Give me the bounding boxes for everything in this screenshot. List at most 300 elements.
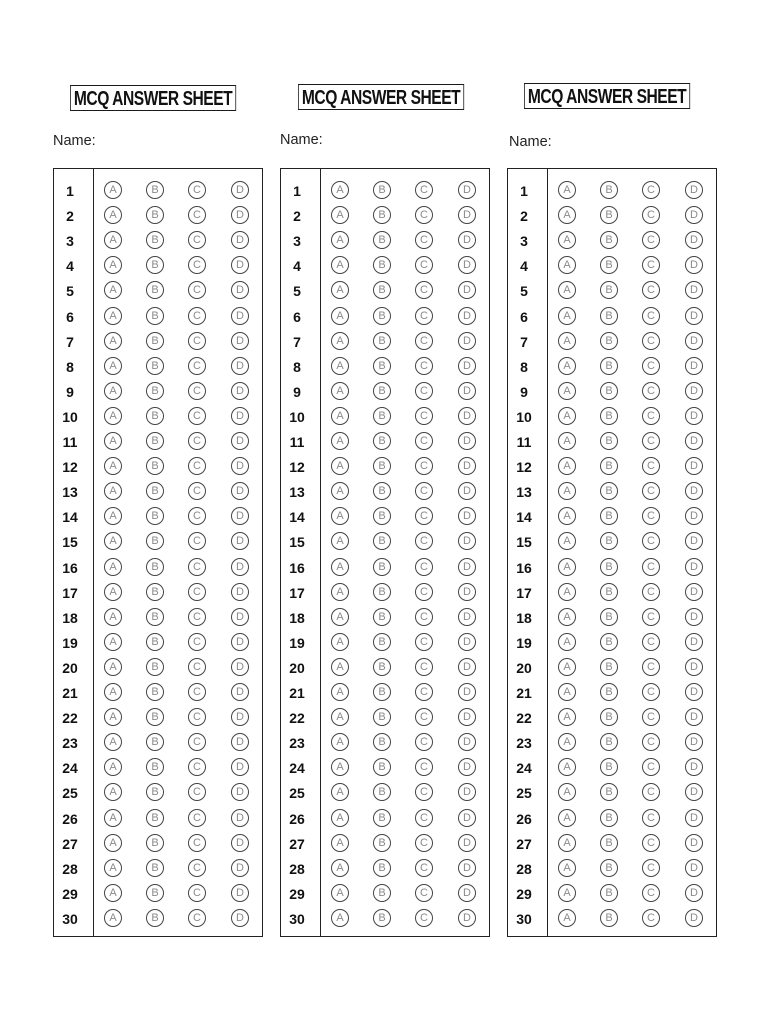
answer-bubble-b[interactable]: B	[373, 583, 391, 601]
answer-bubble-b[interactable]: B	[600, 332, 618, 350]
answer-bubble-d[interactable]: D	[685, 658, 703, 676]
answer-bubble-c[interactable]: C	[188, 758, 206, 776]
answer-bubble-c[interactable]: C	[415, 658, 433, 676]
answer-bubble-d[interactable]: D	[231, 231, 249, 249]
answer-bubble-c[interactable]: C	[188, 332, 206, 350]
answer-bubble-d[interactable]: D	[685, 758, 703, 776]
answer-bubble-c[interactable]: C	[415, 909, 433, 927]
answer-bubble-d[interactable]: D	[458, 658, 476, 676]
answer-bubble-a[interactable]: A	[104, 683, 122, 701]
answer-bubble-b[interactable]: B	[146, 382, 164, 400]
answer-bubble-a[interactable]: A	[558, 532, 576, 550]
answer-bubble-a[interactable]: A	[331, 181, 349, 199]
answer-bubble-d[interactable]: D	[458, 884, 476, 902]
answer-bubble-a[interactable]: A	[558, 457, 576, 475]
answer-bubble-d[interactable]: D	[231, 332, 249, 350]
answer-bubble-c[interactable]: C	[188, 457, 206, 475]
answer-bubble-a[interactable]: A	[331, 608, 349, 626]
answer-bubble-c[interactable]: C	[415, 884, 433, 902]
answer-bubble-d[interactable]: D	[458, 382, 476, 400]
answer-bubble-b[interactable]: B	[600, 783, 618, 801]
answer-bubble-a[interactable]: A	[558, 507, 576, 525]
answer-bubble-c[interactable]: C	[188, 357, 206, 375]
answer-bubble-c[interactable]: C	[415, 256, 433, 274]
answer-bubble-d[interactable]: D	[458, 633, 476, 651]
answer-bubble-d[interactable]: D	[458, 231, 476, 249]
answer-bubble-a[interactable]: A	[558, 382, 576, 400]
answer-bubble-c[interactable]: C	[188, 382, 206, 400]
answer-bubble-b[interactable]: B	[146, 281, 164, 299]
answer-bubble-a[interactable]: A	[331, 683, 349, 701]
answer-bubble-d[interactable]: D	[458, 332, 476, 350]
answer-bubble-b[interactable]: B	[600, 758, 618, 776]
answer-bubble-b[interactable]: B	[373, 532, 391, 550]
answer-bubble-c[interactable]: C	[188, 834, 206, 852]
answer-bubble-c[interactable]: C	[415, 382, 433, 400]
answer-bubble-c[interactable]: C	[642, 583, 660, 601]
answer-bubble-d[interactable]: D	[685, 708, 703, 726]
answer-bubble-a[interactable]: A	[104, 583, 122, 601]
answer-bubble-c[interactable]: C	[415, 683, 433, 701]
answer-bubble-a[interactable]: A	[558, 281, 576, 299]
answer-bubble-d[interactable]: D	[458, 507, 476, 525]
answer-bubble-c[interactable]: C	[188, 658, 206, 676]
answer-bubble-a[interactable]: A	[104, 884, 122, 902]
answer-bubble-a[interactable]: A	[558, 758, 576, 776]
answer-bubble-b[interactable]: B	[373, 708, 391, 726]
answer-bubble-d[interactable]: D	[685, 633, 703, 651]
answer-bubble-c[interactable]: C	[642, 834, 660, 852]
answer-bubble-d[interactable]: D	[231, 708, 249, 726]
answer-bubble-a[interactable]: A	[331, 809, 349, 827]
answer-bubble-b[interactable]: B	[373, 256, 391, 274]
answer-bubble-a[interactable]: A	[558, 909, 576, 927]
answer-bubble-d[interactable]: D	[685, 307, 703, 325]
answer-bubble-c[interactable]: C	[642, 558, 660, 576]
answer-bubble-a[interactable]: A	[558, 206, 576, 224]
answer-bubble-b[interactable]: B	[600, 633, 618, 651]
answer-bubble-a[interactable]: A	[104, 859, 122, 877]
answer-bubble-d[interactable]: D	[685, 683, 703, 701]
answer-bubble-b[interactable]: B	[600, 884, 618, 902]
answer-bubble-d[interactable]: D	[685, 608, 703, 626]
answer-bubble-a[interactable]: A	[331, 482, 349, 500]
answer-bubble-c[interactable]: C	[188, 783, 206, 801]
answer-bubble-c[interactable]: C	[415, 583, 433, 601]
answer-bubble-b[interactable]: B	[146, 432, 164, 450]
answer-bubble-b[interactable]: B	[146, 332, 164, 350]
answer-bubble-a[interactable]: A	[104, 457, 122, 475]
answer-bubble-d[interactable]: D	[231, 608, 249, 626]
answer-bubble-b[interactable]: B	[373, 332, 391, 350]
answer-bubble-d[interactable]: D	[458, 532, 476, 550]
answer-bubble-c[interactable]: C	[188, 281, 206, 299]
answer-bubble-a[interactable]: A	[331, 758, 349, 776]
answer-bubble-b[interactable]: B	[146, 532, 164, 550]
answer-bubble-d[interactable]: D	[685, 457, 703, 475]
answer-bubble-b[interactable]: B	[146, 608, 164, 626]
answer-bubble-b[interactable]: B	[600, 407, 618, 425]
answer-bubble-b[interactable]: B	[146, 708, 164, 726]
answer-bubble-d[interactable]: D	[231, 357, 249, 375]
answer-bubble-a[interactable]: A	[104, 608, 122, 626]
answer-bubble-c[interactable]: C	[642, 683, 660, 701]
answer-bubble-c[interactable]: C	[642, 708, 660, 726]
answer-bubble-c[interactable]: C	[642, 507, 660, 525]
answer-bubble-a[interactable]: A	[104, 407, 122, 425]
answer-bubble-a[interactable]: A	[104, 809, 122, 827]
answer-bubble-d[interactable]: D	[458, 783, 476, 801]
answer-bubble-a[interactable]: A	[331, 859, 349, 877]
answer-bubble-a[interactable]: A	[104, 332, 122, 350]
answer-bubble-d[interactable]: D	[231, 507, 249, 525]
answer-bubble-c[interactable]: C	[415, 407, 433, 425]
answer-bubble-a[interactable]: A	[331, 532, 349, 550]
answer-bubble-c[interactable]: C	[642, 482, 660, 500]
answer-bubble-b[interactable]: B	[146, 583, 164, 601]
answer-bubble-d[interactable]: D	[231, 281, 249, 299]
answer-bubble-b[interactable]: B	[373, 507, 391, 525]
answer-bubble-b[interactable]: B	[600, 507, 618, 525]
answer-bubble-a[interactable]: A	[331, 357, 349, 375]
answer-bubble-a[interactable]: A	[331, 457, 349, 475]
answer-bubble-d[interactable]: D	[231, 633, 249, 651]
answer-bubble-b[interactable]: B	[146, 231, 164, 249]
answer-bubble-b[interactable]: B	[600, 206, 618, 224]
answer-bubble-d[interactable]: D	[685, 909, 703, 927]
answer-bubble-d[interactable]: D	[458, 809, 476, 827]
answer-bubble-d[interactable]: D	[458, 909, 476, 927]
answer-bubble-a[interactable]: A	[558, 332, 576, 350]
answer-bubble-d[interactable]: D	[231, 382, 249, 400]
answer-bubble-d[interactable]: D	[231, 583, 249, 601]
answer-bubble-b[interactable]: B	[600, 482, 618, 500]
answer-bubble-d[interactable]: D	[685, 809, 703, 827]
answer-bubble-c[interactable]: C	[188, 633, 206, 651]
answer-bubble-d[interactable]: D	[231, 683, 249, 701]
answer-bubble-d[interactable]: D	[231, 834, 249, 852]
answer-bubble-b[interactable]: B	[600, 683, 618, 701]
answer-bubble-a[interactable]: A	[558, 834, 576, 852]
answer-bubble-a[interactable]: A	[331, 733, 349, 751]
answer-bubble-d[interactable]: D	[458, 758, 476, 776]
answer-bubble-b[interactable]: B	[146, 909, 164, 927]
answer-bubble-a[interactable]: A	[331, 256, 349, 274]
answer-bubble-b[interactable]: B	[146, 658, 164, 676]
answer-bubble-b[interactable]: B	[600, 181, 618, 199]
answer-bubble-b[interactable]: B	[600, 558, 618, 576]
answer-bubble-d[interactable]: D	[458, 206, 476, 224]
answer-bubble-b[interactable]: B	[146, 206, 164, 224]
answer-bubble-d[interactable]: D	[685, 507, 703, 525]
answer-bubble-d[interactable]: D	[685, 332, 703, 350]
answer-bubble-c[interactable]: C	[642, 206, 660, 224]
answer-bubble-d[interactable]: D	[458, 482, 476, 500]
answer-bubble-a[interactable]: A	[104, 658, 122, 676]
answer-bubble-a[interactable]: A	[104, 482, 122, 500]
answer-bubble-c[interactable]: C	[415, 432, 433, 450]
answer-bubble-d[interactable]: D	[231, 407, 249, 425]
answer-bubble-b[interactable]: B	[600, 658, 618, 676]
answer-bubble-c[interactable]: C	[188, 558, 206, 576]
answer-bubble-b[interactable]: B	[146, 834, 164, 852]
answer-bubble-d[interactable]: D	[685, 281, 703, 299]
answer-bubble-c[interactable]: C	[642, 733, 660, 751]
answer-bubble-c[interactable]: C	[642, 181, 660, 199]
answer-bubble-d[interactable]: D	[458, 558, 476, 576]
answer-bubble-b[interactable]: B	[373, 859, 391, 877]
answer-bubble-a[interactable]: A	[104, 206, 122, 224]
answer-bubble-c[interactable]: C	[415, 357, 433, 375]
answer-bubble-d[interactable]: D	[458, 307, 476, 325]
answer-bubble-a[interactable]: A	[558, 733, 576, 751]
answer-bubble-b[interactable]: B	[373, 558, 391, 576]
answer-bubble-b[interactable]: B	[146, 558, 164, 576]
answer-bubble-d[interactable]: D	[231, 859, 249, 877]
answer-bubble-d[interactable]: D	[685, 181, 703, 199]
answer-bubble-d[interactable]: D	[685, 482, 703, 500]
answer-bubble-a[interactable]: A	[558, 683, 576, 701]
answer-bubble-c[interactable]: C	[188, 532, 206, 550]
answer-bubble-c[interactable]: C	[415, 307, 433, 325]
answer-bubble-a[interactable]: A	[331, 332, 349, 350]
answer-bubble-b[interactable]: B	[146, 256, 164, 274]
answer-bubble-c[interactable]: C	[188, 482, 206, 500]
answer-bubble-c[interactable]: C	[188, 583, 206, 601]
answer-bubble-a[interactable]: A	[331, 432, 349, 450]
answer-bubble-c[interactable]: C	[642, 307, 660, 325]
answer-bubble-b[interactable]: B	[600, 608, 618, 626]
answer-bubble-c[interactable]: C	[188, 181, 206, 199]
answer-bubble-c[interactable]: C	[642, 281, 660, 299]
answer-bubble-b[interactable]: B	[600, 834, 618, 852]
answer-bubble-b[interactable]: B	[600, 307, 618, 325]
answer-bubble-d[interactable]: D	[458, 281, 476, 299]
answer-bubble-d[interactable]: D	[231, 758, 249, 776]
answer-bubble-b[interactable]: B	[146, 482, 164, 500]
answer-bubble-d[interactable]: D	[685, 432, 703, 450]
answer-bubble-c[interactable]: C	[415, 281, 433, 299]
answer-bubble-d[interactable]: D	[458, 708, 476, 726]
answer-bubble-c[interactable]: C	[415, 507, 433, 525]
answer-bubble-c[interactable]: C	[415, 332, 433, 350]
answer-bubble-d[interactable]: D	[231, 733, 249, 751]
answer-bubble-b[interactable]: B	[146, 457, 164, 475]
answer-bubble-c[interactable]: C	[642, 909, 660, 927]
answer-bubble-a[interactable]: A	[104, 307, 122, 325]
answer-bubble-a[interactable]: A	[558, 708, 576, 726]
answer-bubble-b[interactable]: B	[146, 859, 164, 877]
answer-bubble-c[interactable]: C	[415, 457, 433, 475]
answer-bubble-a[interactable]: A	[104, 357, 122, 375]
answer-bubble-b[interactable]: B	[146, 884, 164, 902]
answer-bubble-b[interactable]: B	[146, 683, 164, 701]
answer-bubble-d[interactable]: D	[685, 783, 703, 801]
answer-bubble-d[interactable]: D	[231, 206, 249, 224]
answer-bubble-b[interactable]: B	[146, 357, 164, 375]
answer-bubble-a[interactable]: A	[558, 809, 576, 827]
answer-bubble-a[interactable]: A	[104, 382, 122, 400]
answer-bubble-d[interactable]: D	[685, 382, 703, 400]
answer-bubble-d[interactable]: D	[458, 432, 476, 450]
answer-bubble-b[interactable]: B	[373, 382, 391, 400]
answer-bubble-d[interactable]: D	[231, 457, 249, 475]
answer-bubble-d[interactable]: D	[685, 231, 703, 249]
answer-bubble-b[interactable]: B	[146, 407, 164, 425]
answer-bubble-d[interactable]: D	[458, 683, 476, 701]
answer-bubble-c[interactable]: C	[642, 809, 660, 827]
answer-bubble-a[interactable]: A	[558, 558, 576, 576]
answer-bubble-c[interactable]: C	[188, 884, 206, 902]
answer-bubble-b[interactable]: B	[600, 708, 618, 726]
answer-bubble-c[interactable]: C	[188, 708, 206, 726]
answer-bubble-b[interactable]: B	[373, 231, 391, 249]
answer-bubble-c[interactable]: C	[415, 558, 433, 576]
answer-bubble-b[interactable]: B	[373, 206, 391, 224]
answer-bubble-c[interactable]: C	[642, 382, 660, 400]
answer-bubble-d[interactable]: D	[231, 783, 249, 801]
answer-bubble-c[interactable]: C	[415, 482, 433, 500]
answer-bubble-b[interactable]: B	[600, 909, 618, 927]
answer-bubble-a[interactable]: A	[104, 834, 122, 852]
answer-bubble-a[interactable]: A	[331, 407, 349, 425]
answer-bubble-b[interactable]: B	[373, 783, 391, 801]
answer-bubble-a[interactable]: A	[104, 733, 122, 751]
answer-bubble-a[interactable]: A	[558, 884, 576, 902]
answer-bubble-d[interactable]: D	[458, 859, 476, 877]
answer-bubble-a[interactable]: A	[104, 181, 122, 199]
answer-bubble-d[interactable]: D	[685, 859, 703, 877]
answer-bubble-a[interactable]: A	[104, 909, 122, 927]
answer-bubble-b[interactable]: B	[600, 809, 618, 827]
answer-bubble-a[interactable]: A	[558, 307, 576, 325]
answer-bubble-c[interactable]: C	[642, 658, 660, 676]
answer-bubble-c[interactable]: C	[642, 783, 660, 801]
answer-bubble-b[interactable]: B	[373, 608, 391, 626]
answer-bubble-d[interactable]: D	[231, 181, 249, 199]
answer-bubble-a[interactable]: A	[558, 608, 576, 626]
answer-bubble-c[interactable]: C	[642, 532, 660, 550]
answer-bubble-b[interactable]: B	[373, 307, 391, 325]
answer-bubble-c[interactable]: C	[415, 783, 433, 801]
answer-bubble-b[interactable]: B	[146, 758, 164, 776]
answer-bubble-c[interactable]: C	[642, 407, 660, 425]
answer-bubble-d[interactable]: D	[458, 407, 476, 425]
answer-bubble-d[interactable]: D	[231, 809, 249, 827]
answer-bubble-b[interactable]: B	[146, 181, 164, 199]
answer-bubble-a[interactable]: A	[331, 382, 349, 400]
answer-bubble-d[interactable]: D	[231, 558, 249, 576]
answer-bubble-c[interactable]: C	[188, 231, 206, 249]
answer-bubble-d[interactable]: D	[458, 457, 476, 475]
answer-bubble-a[interactable]: A	[104, 256, 122, 274]
answer-bubble-a[interactable]: A	[104, 758, 122, 776]
answer-bubble-c[interactable]: C	[642, 256, 660, 274]
answer-bubble-c[interactable]: C	[642, 884, 660, 902]
answer-bubble-c[interactable]: C	[415, 834, 433, 852]
answer-bubble-d[interactable]: D	[231, 884, 249, 902]
answer-bubble-a[interactable]: A	[331, 783, 349, 801]
answer-bubble-d[interactable]: D	[231, 532, 249, 550]
answer-bubble-b[interactable]: B	[373, 909, 391, 927]
answer-bubble-b[interactable]: B	[146, 633, 164, 651]
answer-bubble-c[interactable]: C	[188, 507, 206, 525]
answer-bubble-a[interactable]: A	[558, 357, 576, 375]
answer-bubble-b[interactable]: B	[373, 758, 391, 776]
answer-bubble-b[interactable]: B	[373, 482, 391, 500]
answer-bubble-b[interactable]: B	[373, 683, 391, 701]
answer-bubble-d[interactable]: D	[458, 357, 476, 375]
answer-bubble-a[interactable]: A	[104, 281, 122, 299]
answer-bubble-c[interactable]: C	[415, 809, 433, 827]
answer-bubble-c[interactable]: C	[415, 708, 433, 726]
answer-bubble-b[interactable]: B	[146, 809, 164, 827]
answer-bubble-a[interactable]: A	[558, 482, 576, 500]
answer-bubble-c[interactable]: C	[415, 859, 433, 877]
answer-bubble-a[interactable]: A	[104, 532, 122, 550]
answer-bubble-d[interactable]: D	[685, 206, 703, 224]
answer-bubble-a[interactable]: A	[331, 884, 349, 902]
answer-bubble-a[interactable]: A	[331, 583, 349, 601]
answer-bubble-d[interactable]: D	[685, 733, 703, 751]
answer-bubble-c[interactable]: C	[188, 608, 206, 626]
answer-bubble-c[interactable]: C	[415, 733, 433, 751]
answer-bubble-a[interactable]: A	[331, 633, 349, 651]
answer-bubble-a[interactable]: A	[331, 507, 349, 525]
answer-bubble-c[interactable]: C	[415, 608, 433, 626]
answer-bubble-a[interactable]: A	[558, 859, 576, 877]
answer-bubble-a[interactable]: A	[331, 307, 349, 325]
answer-bubble-a[interactable]: A	[331, 558, 349, 576]
answer-bubble-c[interactable]: C	[642, 357, 660, 375]
answer-bubble-c[interactable]: C	[415, 758, 433, 776]
answer-bubble-d[interactable]: D	[685, 834, 703, 852]
answer-bubble-d[interactable]: D	[685, 884, 703, 902]
answer-bubble-a[interactable]: A	[104, 507, 122, 525]
answer-bubble-d[interactable]: D	[685, 407, 703, 425]
answer-bubble-d[interactable]: D	[231, 307, 249, 325]
answer-bubble-c[interactable]: C	[415, 206, 433, 224]
answer-bubble-c[interactable]: C	[642, 332, 660, 350]
answer-bubble-d[interactable]: D	[231, 658, 249, 676]
answer-bubble-b[interactable]: B	[600, 532, 618, 550]
answer-bubble-a[interactable]: A	[104, 558, 122, 576]
answer-bubble-c[interactable]: C	[415, 633, 433, 651]
answer-bubble-c[interactable]: C	[642, 432, 660, 450]
answer-bubble-b[interactable]: B	[373, 733, 391, 751]
answer-bubble-a[interactable]: A	[104, 783, 122, 801]
answer-bubble-b[interactable]: B	[600, 382, 618, 400]
answer-bubble-c[interactable]: C	[188, 407, 206, 425]
answer-bubble-d[interactable]: D	[685, 357, 703, 375]
answer-bubble-b[interactable]: B	[146, 783, 164, 801]
answer-bubble-a[interactable]: A	[558, 432, 576, 450]
answer-bubble-a[interactable]: A	[558, 633, 576, 651]
answer-bubble-a[interactable]: A	[558, 783, 576, 801]
answer-bubble-b[interactable]: B	[373, 357, 391, 375]
answer-bubble-b[interactable]: B	[146, 733, 164, 751]
answer-bubble-a[interactable]: A	[558, 583, 576, 601]
answer-bubble-a[interactable]: A	[331, 281, 349, 299]
answer-bubble-b[interactable]: B	[373, 457, 391, 475]
answer-bubble-b[interactable]: B	[600, 457, 618, 475]
answer-bubble-d[interactable]: D	[685, 583, 703, 601]
answer-bubble-a[interactable]: A	[331, 834, 349, 852]
answer-bubble-b[interactable]: B	[373, 407, 391, 425]
answer-bubble-b[interactable]: B	[146, 307, 164, 325]
answer-bubble-b[interactable]: B	[146, 507, 164, 525]
answer-bubble-d[interactable]: D	[685, 256, 703, 274]
